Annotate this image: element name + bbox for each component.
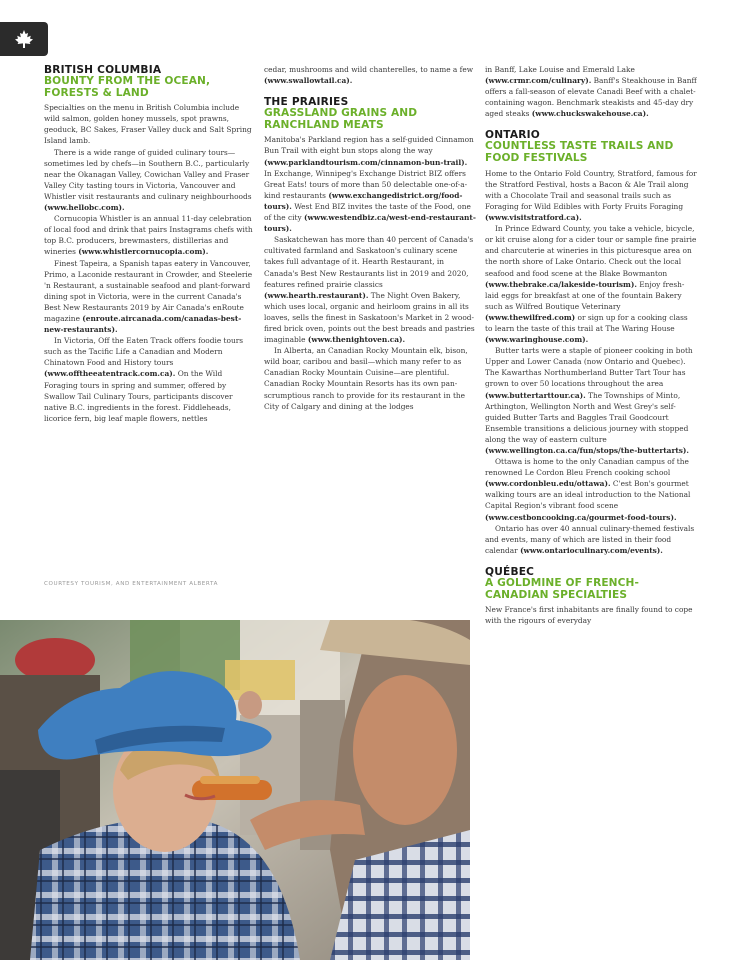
paragraph-text: Ontario has over 40 annual culinary-themed festivals and events, many of which are listed in their food calendar	[485, 523, 695, 555]
section-subtitle: COUNTLESS TASTE TRAILS AND FOOD FESTIVALS	[485, 140, 674, 165]
website-link[interactable]: (www.parklandtourism.com/cinnamon-bun-trail).	[264, 157, 468, 167]
body-paragraph	[44, 258, 256, 336]
website-link[interactable]: (www.thebrake.ca/lakeside-tourism).	[485, 279, 637, 289]
website-link[interactable]: (www.hearth.restaurant).	[264, 290, 369, 300]
website-link[interactable]: (www.offtheeatentrack.com.ca).	[44, 369, 176, 379]
website-link[interactable]: (www.wellington.ca.ca/fun/stops/the-buttertarts).	[485, 446, 689, 455]
paragraph-text: On the Wild Foraging tours in spring and summer, offered by Swallow Tail Culinary Tours, participants discover native B.C. ingredients in the forest. Fiddleheads, licorice fern, big leaf maple flowers, nettles	[44, 369, 233, 423]
website-link[interactable]: (www.whistlercornucopia.com).	[78, 247, 209, 257]
paragraph-text: Specialties on the menu in British Columbia include wild salmon, golden honey mussels, spot prawns, geoduck, BC Sakes, Fraser Valley duck and Salt Spring Island lamb.	[44, 103, 252, 146]
paragraph-text: cedar, mushrooms and wild chanterelles, to name a few	[264, 65, 474, 74]
website-link[interactable]: (www.ontarioculinary.com/events).	[520, 545, 663, 555]
region-heading: ONTARIO	[485, 129, 540, 142]
website-link[interactable]: (www.cordonbleu.edu/ottawa).	[485, 479, 611, 489]
website-link[interactable]: (www.thenightoven.ca).	[307, 335, 406, 345]
body-paragraph	[485, 523, 697, 556]
paragraph-text: in Banff, Lake Louise and Emerald Lake	[485, 65, 635, 74]
article-section	[44, 64, 256, 424]
website-link[interactable]: (www.chuckswakehouse.ca).	[531, 109, 649, 119]
paragraph-text: West End BIZ invites the taste of the Food, one of the city	[264, 201, 471, 223]
paragraph-text: Manitoba's Parkland region has a self-guided Cinnamon Bun Trail with eight bun stops along the way	[264, 135, 474, 156]
website-link[interactable]: (enroute.aircanada.com/canadas-best-new-restaurants).	[44, 313, 242, 335]
paragraph-text: Finest Tapeira, a Spanish tapas eatery in Vancouver, Primo, a Laconide restaurant in Crowder, and Steelerie 'n Restaurant, a sustainable seafood and plant-forward dining spot in Victoria, were in the current Canada's Best New Restaurants 2019 by Air Canada's enRoute magazine	[44, 258, 253, 323]
maple-leaf-icon	[14, 29, 34, 49]
body-paragraph	[264, 234, 476, 345]
body-paragraph	[44, 335, 256, 424]
paragraph-text: Enjoy fresh-laid eggs for breakfast at one of the fountain Bakery such as Wilfred Boutique Veterinary	[485, 279, 685, 311]
paragraph-text: In Victoria, Off the Eaten Track offers foodie tours such as the Tacific Life a Canadian and Modern Chinatown Food and History tours	[44, 336, 244, 368]
festival-photo	[0, 620, 470, 960]
paragraph-text: C'est Bon's gourmet walking tours are an ideal introduction to the National Capital Region's vibrant food scene	[485, 479, 691, 511]
article-section	[485, 64, 697, 119]
body-paragraph	[44, 102, 256, 146]
column-1	[44, 64, 256, 578]
paragraph-text: Butter tarts were a staple of pioneer cooking in both Upper and Lower Canada (now Ontario and Quebec). The Kawarthas Northumberland Butter Tart Tour has grown to over 50 locations throughout the area	[485, 346, 693, 389]
body-paragraph	[485, 64, 697, 119]
article-section	[264, 64, 476, 86]
article-section	[485, 566, 697, 626]
paragraph-text: In Prince Edward County, you take a vehicle, bicycle, or kit cruise along for a cider tour or sample fine prairie and charcuterie at wineries in this picturesque area on the north shore of Lake Ontario. Check out the local seafood and food scene at the Blake Bowmanton	[485, 224, 697, 278]
region-heading: BRITISH COLUMBIA	[44, 64, 162, 76]
region-heading: QUÉBEC	[485, 565, 535, 578]
paragraph-text: Ottawa is home to the only Canadian campus of the renowned Le Cordon Bleu French cooking school	[485, 457, 689, 478]
website-link[interactable]: (www.buttertarttour.ca).	[485, 390, 586, 400]
paragraph-text: In Alberta, an Canadian Rocky Mountain elk, bison, wild boar, caribou and basil—which many refer to as Canadian Rocky Mountain Cuisine—are plentiful. Canadian Rocky Mountain Resorts has its own pan-scrumptious ranch to provide for its restaurant in the City of Calgary and dining at the lodges	[264, 346, 468, 411]
body-paragraph	[485, 604, 697, 626]
paragraph-text: or sign up for a cooking class to learn the taste of this trail at The Waring House	[485, 312, 688, 333]
body-paragraph	[485, 456, 697, 523]
column-2	[264, 64, 476, 578]
body-paragraph	[44, 147, 256, 214]
paragraph-text: Banff's Steakhouse in Banff offers a fall-season of elevate Canadi Beef with a chalet-containing wagon. Benchmark steakists and 45-day dry aged steaks	[485, 76, 697, 119]
website-link[interactable]: (www.waringhouse.com).	[485, 335, 589, 345]
paragraph-text: The Townships of Minto, Arthington, Wellington North and West Grey's self-guided Butter Tarts and Baggles Trail Goodcourt Ensemble transitions a delicious journey with stopped along the way of eastern culture	[485, 390, 689, 444]
region-heading: THE PRAIRIES	[264, 96, 349, 109]
website-link[interactable]: (www.exchangedistrict.org/food-tours).	[264, 190, 463, 211]
paragraph-text: In Exchange, Winnipeg's Exchange District BIZ offers Great Eats! tours of more than 50 delectable one-of-a-kind restaurants	[264, 168, 468, 200]
body-paragraph	[264, 134, 476, 234]
column-3	[485, 64, 697, 924]
body-paragraph	[264, 64, 476, 86]
article-section	[264, 96, 476, 412]
website-link[interactable]: (www.swallowtail.ca).	[264, 76, 353, 86]
website-link[interactable]: (www.westendbiz.ca/west-end-restaurant-tours).	[264, 213, 476, 234]
body-paragraph	[485, 223, 697, 345]
paragraph-text: Cornucopia Whistler is an annual 11-day celebration of local food and drink that pairs Instagrams chefs with top B.C. producers, brewmasters, distillerias and wineries	[44, 214, 253, 257]
body-paragraph	[485, 168, 697, 223]
body-paragraph	[485, 345, 697, 456]
website-link[interactable]: (www.thewilfred.com)	[485, 312, 576, 322]
website-link[interactable]: (www.visitstratford.ca).	[485, 213, 582, 223]
paragraph-text: New France's first inhabitants are finally found to cope with the rigours of everyday	[485, 605, 693, 626]
photo-caption: COURTESY TOURISM, AND ENTERTAINMENT ALBERTA	[44, 581, 218, 587]
website-link[interactable]: (www.crmr.com/culinary).	[485, 76, 592, 86]
website-link[interactable]: (www.hellobc.com).	[44, 203, 125, 213]
paragraph-text: The Night Oven Bakery, which uses local, organic and heirloom grains in all its loaves, sells the finest in Saskatoon's Market in 2 wood-fired brick oven, points out the best breads and pastries imaginable	[264, 290, 475, 345]
body-paragraph	[264, 345, 476, 412]
paragraph-text: Saskatchewan has more than 40 percent of Canada's cultivated farmland and Saskatoon's culinary scene takes full advantage of it. Hearth Restaurant, in Canada's Best New Restaurants list in 2019 and 2020, features refined prairie classics	[264, 235, 474, 289]
article-section	[485, 129, 697, 555]
section-subtitle: A GOLDMINE OF FRENCH-CANADIAN SPECIALTIES	[485, 576, 639, 601]
section-subtitle: GRASSLAND GRAINS AND RANCHLAND MEATS	[264, 107, 418, 131]
paragraph-text: There is a wide range of guided culinary tours—sometimes led by chefs—in Southern B.C., particularly near the Okanagan Valley, Cowichan Valley and Fraser Valley City tasting tours in Victoria, Vancouver and Whistler visit restaurants and culinary neighbourhoods	[44, 147, 252, 201]
section-subtitle: BOUNTY FROM THE OCEAN, FORESTS & LAND	[44, 75, 211, 99]
body-paragraph	[44, 213, 256, 257]
paragraph-text: Home to the Ontario Fold Country, Stratford, famous for the Stratford Festival, hosts a Bacon & Ale Trail along with a Chocolate Trail and seasonal trails such as Foraging for Wild Edibles with Forty Fruits Foraging	[485, 168, 697, 211]
website-link[interactable]: (www.cestboncooking.ca/gourmet-food-tours).	[485, 512, 677, 522]
section-tab	[0, 22, 48, 56]
